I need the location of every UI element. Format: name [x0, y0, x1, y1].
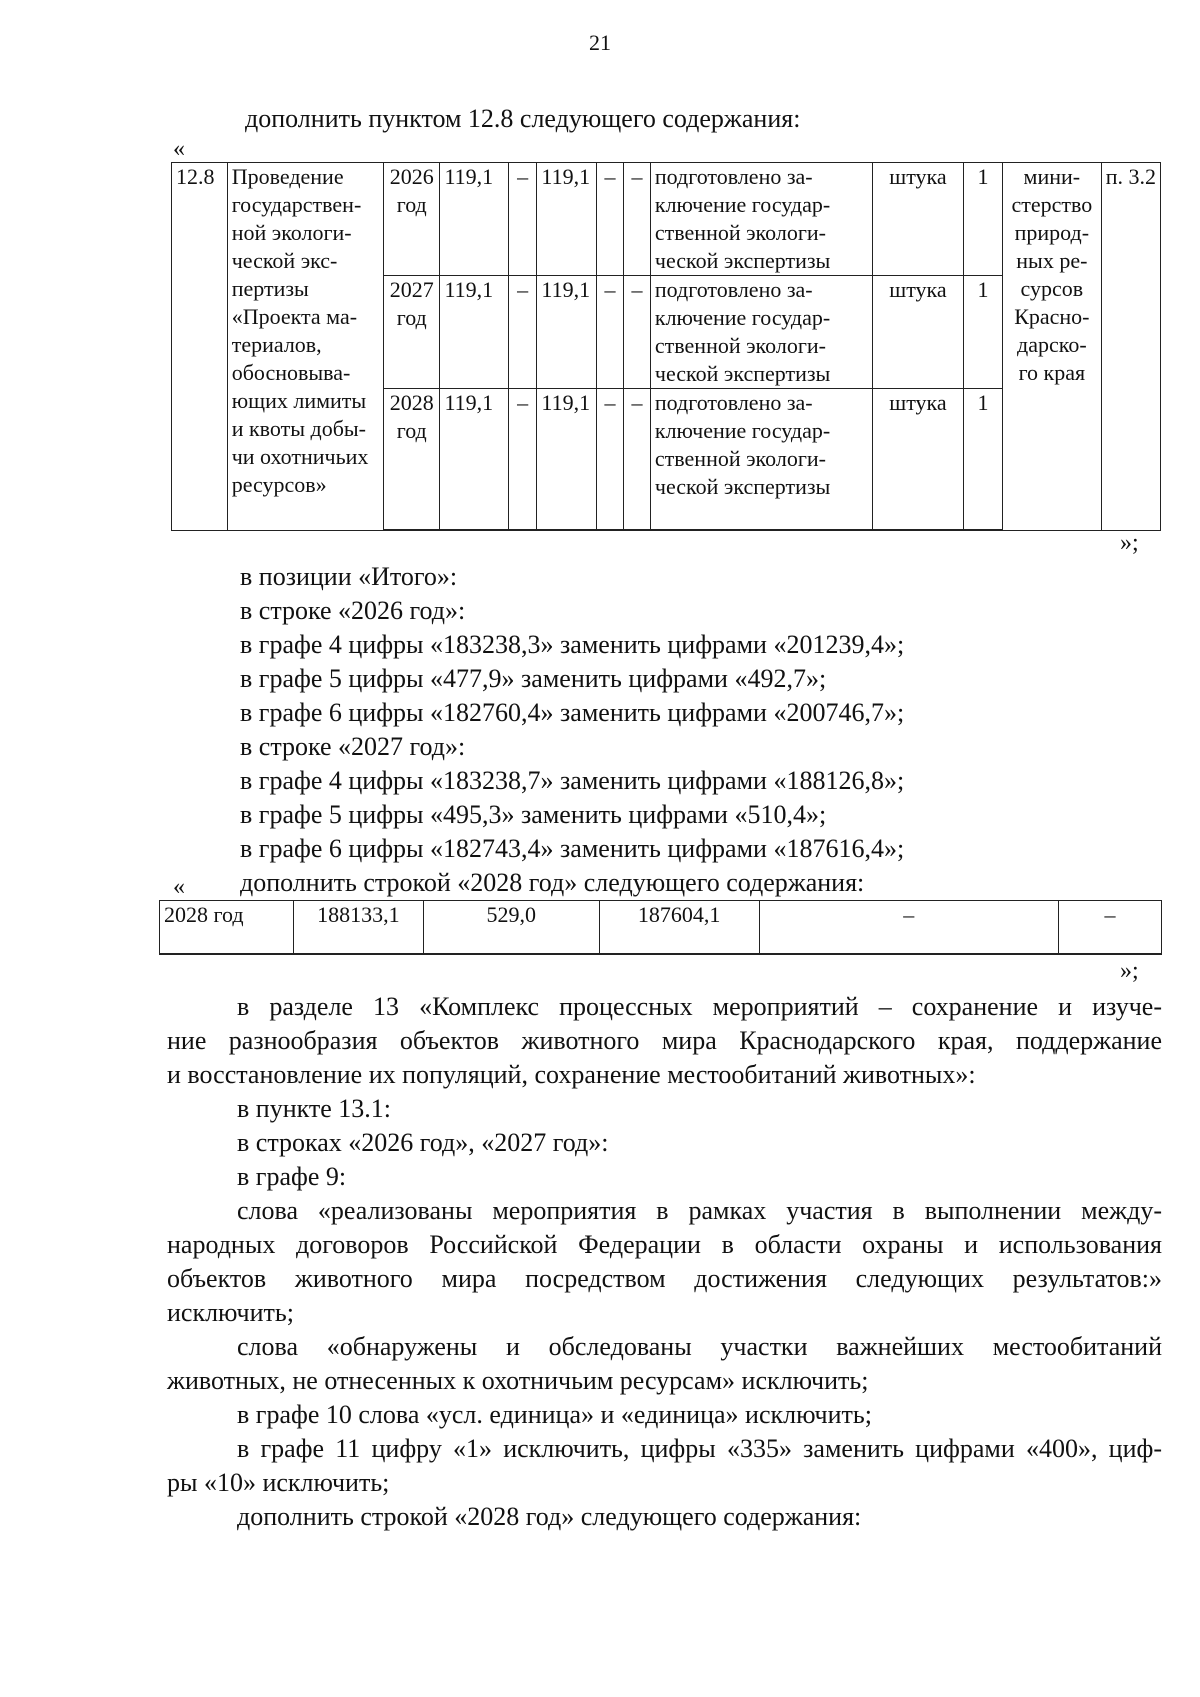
name-line: пертизы — [231, 276, 309, 301]
graph-10-paragraph — [167, 1398, 1162, 1432]
graph-11-paragraph — [167, 1432, 1162, 1500]
unit-cell: штука — [872, 276, 963, 389]
text-line: в разделе 13 «Комплекс процессных мероприятий – сохранение и изуче- — [237, 992, 1162, 1021]
value-other: – — [1059, 901, 1162, 955]
text-line: исключить; — [167, 1298, 294, 1327]
value-federal: – — [508, 389, 537, 531]
itogo-line: в графе 4 цифры «183238,7» заменить цифрами «188126,8»; — [240, 766, 905, 795]
ministry-line: дарско- — [1017, 332, 1087, 357]
value-local: – — [597, 389, 624, 531]
itogo-line: в графе 5 цифры «495,3» заменить цифрами «510,4»; — [240, 800, 827, 829]
itogo-line: в графе 6 цифры «182743,4» заменить цифрами «187616,4»; — [240, 834, 905, 863]
name-line: чи охотничьих — [231, 444, 369, 469]
result-line: подготовлено за- — [654, 390, 813, 415]
value-local: – — [597, 163, 624, 276]
table-item-12-8 — [171, 162, 1161, 531]
text-line: и восстановление их популяций, сохранение местообитаний животных»: — [167, 1060, 976, 1089]
itogo-line: в строке «2027 год»: — [240, 732, 466, 761]
name-line: обосновыва- — [231, 360, 351, 385]
year-cell — [384, 389, 440, 531]
value-local: – — [597, 276, 624, 389]
value-federal: 529,0 — [423, 901, 599, 955]
year-cell — [384, 163, 440, 276]
spacer — [655, 501, 868, 529]
table-total-2028 — [159, 900, 1162, 955]
itogo-line: в позиции «Итого»: — [240, 562, 458, 591]
result-line: ственной экологи- — [654, 446, 826, 471]
itogo-block — [240, 560, 904, 900]
value-total: 119,1 — [440, 389, 508, 531]
name-line: государствен- — [231, 192, 362, 217]
year-word: год — [396, 192, 427, 217]
result-line: ческой экспертизы — [654, 248, 831, 273]
result-line: ческой экспертизы — [654, 474, 831, 499]
unit-cell: штука — [872, 163, 963, 276]
itogo-line: дополнить строкой «2028 год» следующего содержания: — [240, 868, 865, 897]
ministry-line: го края — [1018, 360, 1086, 385]
ministry-line: стерство — [1011, 192, 1093, 217]
name-line: ресурсов» — [231, 472, 327, 497]
itogo-line: в графе 6 цифры «182760,4» заменить цифрами «200746,7»; — [240, 698, 905, 727]
text-line: объектов животного мира посредством достижения следующих результатов:» — [167, 1264, 1162, 1293]
section-13-paragraph — [167, 990, 1162, 1092]
year-number: 2026 — [389, 164, 434, 189]
page-number: 21 — [589, 30, 611, 55]
value-local: – — [759, 901, 1059, 955]
text-line: в графе 10 слова «усл. единица» и «единица» исключить; — [237, 1400, 872, 1429]
result-cell — [650, 389, 872, 531]
ministry-line: мини- — [1023, 164, 1081, 189]
result-line: ключение государ- — [654, 418, 831, 443]
quote-open-2: « — [173, 874, 185, 900]
value-federal: – — [508, 163, 537, 276]
sub-block — [237, 1092, 1137, 1194]
result-line: ческой экспертизы — [654, 361, 831, 386]
value-other: – — [623, 163, 650, 276]
itogo-line: в графе 5 цифры «477,9» заменить цифрами «492,7»; — [240, 664, 827, 693]
value-regional: 187604,1 — [599, 901, 759, 955]
text-line: ние разнообразия объектов животного мира Краснодарского края, поддержание — [167, 1026, 1162, 1055]
name-line: териалов, — [231, 332, 322, 357]
name-line: Проведение — [231, 164, 344, 189]
text-line: слова «обнаружены и обследованы участки важнейших местообитаний — [237, 1332, 1162, 1361]
year-word: год — [396, 305, 427, 330]
result-line: ственной экологи- — [654, 220, 826, 245]
value-total: 119,1 — [440, 276, 508, 389]
text-line: животных, не отнесенных к охотничьим ресурсам» исключить; — [167, 1366, 869, 1395]
ministry-line: природ- — [1014, 220, 1090, 245]
words-paragraph-1 — [167, 1194, 1162, 1330]
ministry-line: Красно- — [1014, 304, 1090, 329]
table-row — [172, 163, 1161, 276]
value-other: – — [623, 276, 650, 389]
ministry-line: ных ре- — [1016, 248, 1088, 273]
text-line: слова «реализованы мероприятия в рамках участия в выполнении между- — [237, 1196, 1162, 1225]
item-number: 12.8 — [172, 163, 228, 531]
qty-cell: 1 — [964, 163, 1003, 276]
ministry-cell — [1003, 163, 1102, 531]
result-line: ключение государ- — [654, 305, 831, 330]
name-line: ющих лимиты — [231, 388, 367, 413]
name-line: ной экологи- — [231, 220, 352, 245]
result-cell — [650, 163, 872, 276]
value-total: 188133,1 — [293, 901, 423, 955]
result-line: подготовлено за- — [654, 164, 813, 189]
result-cell — [650, 276, 872, 389]
text-line: в пункте 13.1: — [237, 1094, 392, 1123]
result-line: ключение государ- — [654, 192, 831, 217]
text-line: в строках «2026 год», «2027 год»: — [237, 1128, 609, 1157]
year-number: 2027 — [389, 277, 434, 302]
text-line: ры «10» исключить; — [167, 1468, 390, 1497]
item-name — [227, 163, 383, 531]
name-line: ческой экс- — [231, 248, 338, 273]
reference-cell: п. 3.2 — [1101, 163, 1160, 531]
year-cell — [384, 276, 440, 389]
text-line: в графе 11 цифру «1» исключить, цифры «335» заменить цифрами «400», циф- — [237, 1434, 1162, 1463]
value-total: 119,1 — [440, 163, 508, 276]
final-paragraph — [167, 1500, 1162, 1534]
text-line: в графе 9: — [237, 1162, 347, 1191]
words-paragraph-2 — [167, 1330, 1162, 1398]
value-federal: – — [508, 276, 537, 389]
itogo-line: в графе 4 цифры «183238,3» заменить цифрами «201239,4»; — [240, 630, 905, 659]
value-regional: 119,1 — [537, 389, 597, 531]
name-line: и квоты добы- — [231, 416, 367, 441]
quote-open-1: « — [173, 136, 185, 162]
ministry-line: сурсов — [1020, 276, 1084, 301]
qty-cell: 1 — [964, 276, 1003, 389]
result-line: подготовлено за- — [654, 277, 813, 302]
value-other: – — [623, 389, 650, 531]
text-line: дополнить строкой «2028 год» следующего содержания: — [237, 1502, 862, 1531]
quote-close-2: »; — [1120, 958, 1139, 984]
year-cell: 2028 год — [160, 901, 294, 955]
year-number: 2028 — [389, 390, 434, 415]
value-regional: 119,1 — [537, 276, 597, 389]
name-line: «Проекта ма- — [231, 304, 358, 329]
year-word: год — [396, 418, 427, 443]
text-line: народных договоров Российской Федерации в области охраны и использования — [167, 1230, 1162, 1259]
result-line: ственной экологи- — [654, 333, 826, 358]
unit-cell: штука — [872, 389, 963, 531]
qty-cell: 1 — [964, 389, 1003, 531]
value-regional: 119,1 — [537, 163, 597, 276]
itogo-line: в строке «2026 год»: — [240, 596, 466, 625]
table-row — [160, 901, 1162, 955]
intro-text: дополнить пунктом 12.8 следующего содержания: — [245, 104, 801, 133]
quote-close-1: »; — [1120, 530, 1139, 556]
